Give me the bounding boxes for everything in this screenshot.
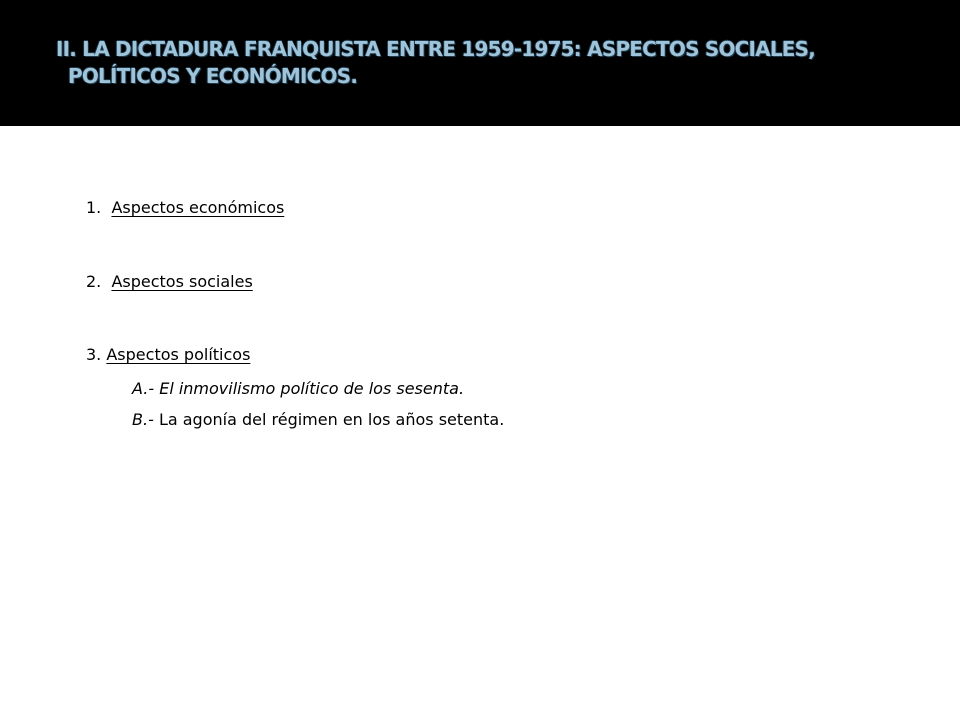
slide-title-line-1: II. LA DICTADURA FRANQUISTA ENTRE 1959-1975: ASPECTOS SOCIALES, (56, 37, 816, 61)
outline-item-political (86, 344, 250, 366)
outline-item-label[interactable]: Aspectos políticos (106, 345, 251, 364)
outline-item-label[interactable]: Aspectos sociales (111, 272, 253, 291)
outline-item-economic (86, 197, 284, 219)
outline-item-label[interactable]: Aspectos económicos (111, 198, 285, 217)
outline-item-number: 1. (86, 198, 102, 217)
subitem-letter: B.- (132, 410, 154, 429)
outline-subitem-a (132, 378, 464, 400)
outline-item-number: 3. (86, 345, 102, 364)
subitem-letter: A.- (132, 379, 155, 398)
outline-item-number: 2. (86, 272, 102, 291)
outline-subitem-b (132, 409, 504, 431)
outline-item-social (86, 271, 253, 293)
title-banner (0, 0, 960, 126)
subitem-text: El inmovilismo político de los sesenta. (159, 379, 465, 398)
slide-title-line-2: POLÍTICOS Y ECONÓMICOS. (68, 64, 358, 88)
subitem-text: La agonía del régimen en los años setenta. (158, 410, 505, 429)
